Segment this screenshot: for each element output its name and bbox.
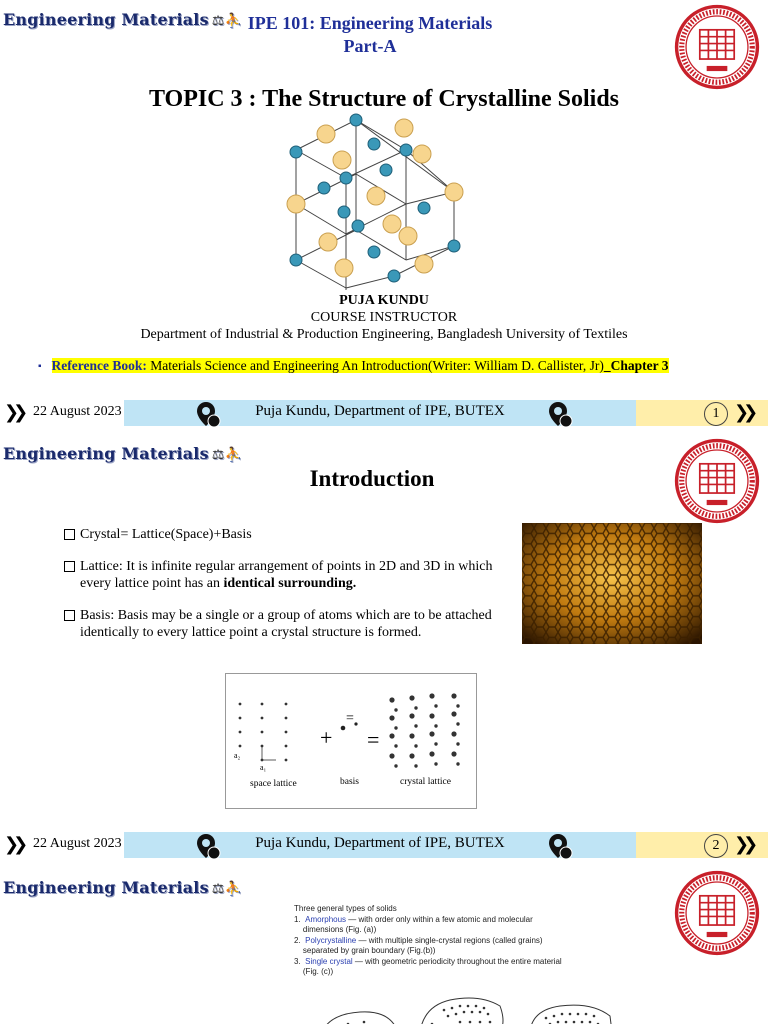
slide-3 xyxy=(0,864,768,1024)
label-a2: a₂ xyxy=(234,751,241,760)
brand-label: Engineering Materials xyxy=(3,10,209,29)
lattice-figure xyxy=(225,673,477,809)
equals-sign: = xyxy=(346,711,354,726)
term-amorphous: Amorphous xyxy=(305,914,347,924)
term-polycrystalline: Polycrystalline xyxy=(305,935,357,945)
crystal-structure-image xyxy=(284,112,484,290)
equals-sign-large: = xyxy=(367,727,380,752)
university-seal-icon xyxy=(674,870,760,956)
location-pin-icon xyxy=(546,832,574,860)
list-item: 2. Polycrystalline — with multiple single-crystal regions (called grains) separated by grain boundary (Fig.(b)) xyxy=(294,935,543,955)
space-lattice-label: space lattice xyxy=(250,779,297,789)
bullet-bold-text: identical surrounding. xyxy=(223,576,357,591)
brand-label: Engineering Materials xyxy=(3,878,209,897)
page-number: 1 xyxy=(704,402,728,426)
chevron-double-right-icon: ❯❯ xyxy=(734,402,753,423)
page-number: 2 xyxy=(704,834,728,858)
brand-label: Engineering Materials xyxy=(3,444,209,463)
author-name: PUJA KUNDU xyxy=(339,293,429,308)
basis-label: basis xyxy=(340,777,359,787)
footer-date: 22 August 2023 xyxy=(33,404,122,419)
bullet-list xyxy=(64,526,514,656)
reference-line xyxy=(38,358,669,374)
university-seal-icon xyxy=(674,4,760,90)
slide-footer xyxy=(0,832,768,858)
chevron-double-right-icon: ❯❯ xyxy=(4,402,23,423)
label-a1: a₁ xyxy=(260,763,267,772)
plus-sign: + xyxy=(320,725,333,750)
footer-presenter: Puja Kundu, Department of IPE, BUTEX xyxy=(255,835,505,851)
checkbox-bullet-icon xyxy=(64,610,75,621)
part-line: Part-A xyxy=(343,36,397,56)
slide-1 xyxy=(0,0,768,432)
square-bullet-icon: ▪ xyxy=(38,361,42,373)
reference-highlight xyxy=(52,358,669,373)
location-pin-icon xyxy=(546,400,574,428)
bullet-text: Crystal= Lattice(Space)+Basis xyxy=(80,527,252,542)
term-single-crystal: Single crystal xyxy=(305,956,353,966)
footer-date: 22 August 2023 xyxy=(33,836,122,851)
slide-footer xyxy=(0,400,768,426)
course-line: IPE 101: Engineering Materials xyxy=(247,13,493,33)
chevron-double-right-icon: ❯❯ xyxy=(734,834,753,855)
checkbox-bullet-icon xyxy=(64,529,75,540)
crystal-lattice-label: crystal lattice xyxy=(400,777,451,787)
slide-title: Introduction xyxy=(309,466,435,491)
bullet-text: Basis: Basis may be a single or a group of atoms which are to be attached identically to every lattice point a crystal structure is formed. xyxy=(80,608,492,640)
checkbox-bullet-icon xyxy=(64,561,75,572)
list-item xyxy=(64,558,514,592)
author-department: Department of Industrial & Production Engineering, Bangladesh University of Textiles xyxy=(140,327,628,342)
brand-figure-icon: ⚖⛹ xyxy=(211,881,243,897)
list-item: 1. Amorphous — with order only within a few atomic and molecular dimensions (Fig. (a)) xyxy=(294,914,533,934)
solids-types-figure xyxy=(320,992,620,1024)
slide-2 xyxy=(0,432,768,864)
list-item xyxy=(64,526,514,543)
reference-text: Materials Science and Engineering An Introduction(Writer: William D. Callister, Jr) xyxy=(146,358,604,373)
brand-title xyxy=(3,878,242,897)
solids-types-text xyxy=(294,904,654,978)
course-heading xyxy=(180,12,560,58)
footer-presenter: Puja Kundu, Department of IPE, BUTEX xyxy=(255,403,505,419)
reference-label: Reference Book: xyxy=(51,358,147,373)
chevron-double-right-icon: ❯❯ xyxy=(4,834,23,855)
brand-title xyxy=(3,444,242,463)
author-role: COURSE INSTRUCTOR xyxy=(310,310,458,325)
brand-figure-icon: ⚖⛹ xyxy=(211,13,243,29)
brand-figure-icon: ⚖⛹ xyxy=(211,447,243,463)
reference-chapter: _Chapter 3 xyxy=(603,358,669,373)
bullet-text: Lattice: It is infinite regular arrangement of points in 2D and 3D in which every lattice point has an xyxy=(80,559,493,591)
topic-title: TOPIC 3 : The Structure of Crystalline Solids xyxy=(148,86,620,112)
solids-heading: Three general types of solids xyxy=(294,904,397,913)
honeycomb-image xyxy=(522,523,702,644)
author-block xyxy=(0,292,768,343)
list-item: 3. Single crystal — with geometric periodicity throughout the entire material (Fig. (c)) xyxy=(294,956,562,976)
list-item xyxy=(64,607,514,641)
